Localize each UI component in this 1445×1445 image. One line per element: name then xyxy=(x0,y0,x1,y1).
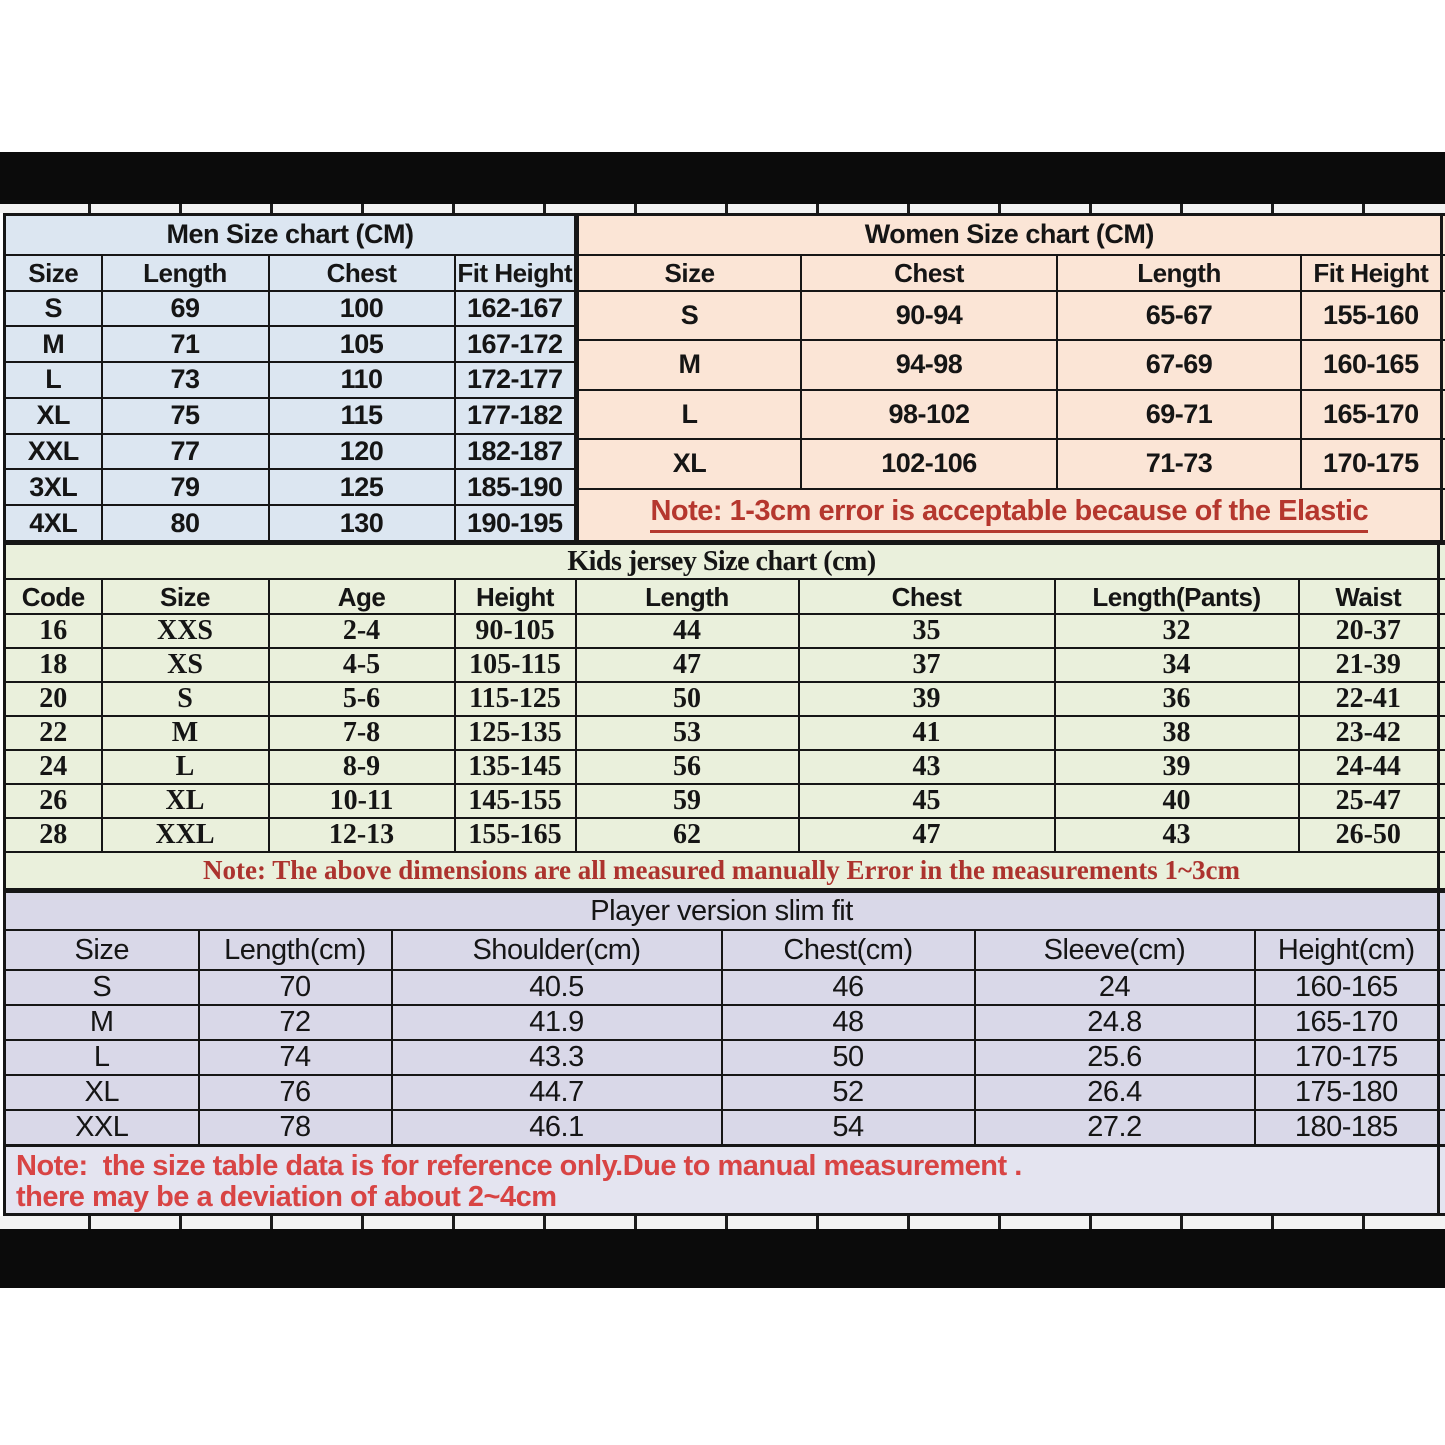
table-cell: 160-165 xyxy=(1301,340,1441,390)
table-cell: 39 xyxy=(799,682,1055,716)
column-header: Length xyxy=(576,579,799,614)
table-cell: 59 xyxy=(576,784,799,818)
table-cell: S xyxy=(578,291,801,341)
table-cell: 41 xyxy=(799,716,1055,750)
table-cell: XL xyxy=(578,439,801,489)
kids-size-table xyxy=(3,543,1445,891)
table-cell: 50 xyxy=(722,1040,975,1075)
edge-sliver-cell xyxy=(1441,255,1445,291)
table-cell: 180-185 xyxy=(1255,1110,1439,1146)
table-cell: 24-44 xyxy=(1299,750,1439,784)
table-cell: 170-175 xyxy=(1301,439,1441,489)
column-header: Size xyxy=(5,255,102,291)
table-cell: 165-170 xyxy=(1255,1005,1439,1040)
table-cell: 32 xyxy=(1055,614,1299,648)
column-header: Chest xyxy=(799,579,1055,614)
table-cell: L xyxy=(5,362,102,398)
edge-sliver-cell xyxy=(1441,390,1445,440)
table-cell: 26.4 xyxy=(975,1075,1255,1110)
table-row xyxy=(5,892,1445,930)
table-cell: M xyxy=(5,1005,199,1040)
men-header-row xyxy=(5,255,576,291)
column-header: Fit Height xyxy=(455,255,576,291)
column-header: Length xyxy=(102,255,269,291)
table-cell: 4XL xyxy=(5,505,102,541)
column-header: Waist xyxy=(1299,579,1439,614)
edge-sliver-cell xyxy=(1441,489,1445,542)
table-cell: S xyxy=(102,682,269,716)
table-cell: XS xyxy=(102,648,269,682)
column-header: Size xyxy=(102,579,269,614)
edge-sliver-cell xyxy=(1439,1110,1445,1146)
table-cell: 56 xyxy=(576,750,799,784)
table-cell: 70 xyxy=(199,970,392,1005)
table-cell: 10-11 xyxy=(269,784,455,818)
table-cell: 71 xyxy=(102,326,269,362)
table-cell: 20 xyxy=(5,682,102,716)
column-header: Height(cm) xyxy=(1255,930,1439,970)
player-table-title: Player version slim fit xyxy=(5,892,1439,930)
table-cell: 12-13 xyxy=(269,818,455,852)
edge-sliver-cell xyxy=(1439,1040,1445,1075)
table-cell: 71-73 xyxy=(1057,439,1301,489)
table-cell: 130 xyxy=(269,505,455,541)
table-row xyxy=(5,784,1445,818)
table-row xyxy=(5,1040,1445,1075)
table-cell: 125 xyxy=(269,469,455,505)
column-header: Length(cm) xyxy=(199,930,392,970)
edge-sliver-cell xyxy=(1439,852,1445,889)
footer-note-line2: there may be a deviation of about 2~4cm xyxy=(16,1181,557,1213)
column-header: Age xyxy=(269,579,455,614)
table-cell: 43.3 xyxy=(392,1040,722,1075)
table-cell: XL xyxy=(102,784,269,818)
edge-sliver-cell xyxy=(1439,818,1445,852)
edge-sliver-cell xyxy=(1439,682,1445,716)
footer-note xyxy=(3,1147,1445,1216)
table-row xyxy=(5,362,576,398)
column-header: Sleeve(cm) xyxy=(975,930,1255,970)
kids-header-row xyxy=(5,579,1445,614)
table-cell: 43 xyxy=(1055,818,1299,852)
table-row xyxy=(5,852,1445,889)
table-cell: 120 xyxy=(269,434,455,470)
table-cell: 22-41 xyxy=(1299,682,1439,716)
table-cell: 79 xyxy=(102,469,269,505)
table-cell: 94-98 xyxy=(801,340,1057,390)
table-cell: XL xyxy=(5,398,102,434)
table-cell: 115-125 xyxy=(455,682,576,716)
table-row xyxy=(5,614,1445,648)
table-cell: XXL xyxy=(5,434,102,470)
edge-sliver-cell xyxy=(1439,750,1445,784)
table-cell: 20-37 xyxy=(1299,614,1439,648)
table-cell: 18 xyxy=(5,648,102,682)
table-row xyxy=(578,439,1445,489)
table-cell: 102-106 xyxy=(801,439,1057,489)
table-cell: 24 xyxy=(5,750,102,784)
table-cell: 155-160 xyxy=(1301,291,1441,341)
table-cell: 76 xyxy=(199,1075,392,1110)
table-cell: 50 xyxy=(576,682,799,716)
table-cell: 185-190 xyxy=(455,469,576,505)
edge-sliver-cell xyxy=(1439,784,1445,818)
table-cell: 105 xyxy=(269,326,455,362)
table-cell: 21-39 xyxy=(1299,648,1439,682)
adult-charts-row xyxy=(3,213,1445,543)
column-header: Length xyxy=(1057,255,1301,291)
table-cell: 90-94 xyxy=(801,291,1057,341)
column-header: Chest(cm) xyxy=(722,930,975,970)
table-cell: 28 xyxy=(5,818,102,852)
white-margin-bottom xyxy=(0,1288,1445,1445)
table-cell: 177-182 xyxy=(455,398,576,434)
table-row xyxy=(578,340,1445,390)
table-cell: 38 xyxy=(1055,716,1299,750)
table-row xyxy=(5,970,1445,1005)
table-cell: 74 xyxy=(199,1040,392,1075)
table-cell: L xyxy=(102,750,269,784)
women-header-row xyxy=(578,255,1445,291)
table-cell: 167-172 xyxy=(455,326,576,362)
column-header: Shoulder(cm) xyxy=(392,930,722,970)
table-cell: 69 xyxy=(102,291,269,327)
table-cell: 72 xyxy=(199,1005,392,1040)
player-version-table xyxy=(3,891,1445,1147)
edge-sliver-cell xyxy=(1439,1075,1445,1110)
table-cell: 39 xyxy=(1055,750,1299,784)
table-cell: 98-102 xyxy=(801,390,1057,440)
edge-sliver-cell xyxy=(1439,614,1445,648)
column-header: Size xyxy=(5,930,199,970)
table-cell: 22 xyxy=(5,716,102,750)
table-row xyxy=(578,390,1445,440)
table-cell: 155-165 xyxy=(455,818,576,852)
spreadsheet-row-strip-bottom xyxy=(0,1216,1445,1229)
kids-table-title: Kids jersey Size chart (cm) xyxy=(5,544,1439,579)
table-cell: 46 xyxy=(722,970,975,1005)
table-cell: M xyxy=(5,326,102,362)
edge-sliver-cell xyxy=(1441,340,1445,390)
table-row xyxy=(5,750,1445,784)
table-cell: 172-177 xyxy=(455,362,576,398)
table-cell: 25-47 xyxy=(1299,784,1439,818)
edge-sliver-cell xyxy=(1439,716,1445,750)
table-row xyxy=(5,469,576,505)
table-row xyxy=(5,648,1445,682)
table-cell: 3XL xyxy=(5,469,102,505)
table-cell: 80 xyxy=(102,505,269,541)
table-cell: 75 xyxy=(102,398,269,434)
table-row xyxy=(578,489,1445,542)
table-cell: 160-165 xyxy=(1255,970,1439,1005)
table-row xyxy=(5,682,1445,716)
table-cell: 37 xyxy=(799,648,1055,682)
table-cell: 47 xyxy=(799,818,1055,852)
white-margin-top xyxy=(0,0,1445,152)
table-cell: 182-187 xyxy=(455,434,576,470)
table-cell: 105-115 xyxy=(455,648,576,682)
table-cell: XXS xyxy=(102,614,269,648)
women-note-text: Note: 1-3cm error is acceptable because of the Elastic xyxy=(650,497,1368,533)
table-cell: 165-170 xyxy=(1301,390,1441,440)
table-cell: S xyxy=(5,970,199,1005)
table-cell: M xyxy=(578,340,801,390)
edge-sliver-cell xyxy=(1441,439,1445,489)
edge-sliver-cell xyxy=(1439,1005,1445,1040)
table-row xyxy=(5,1005,1445,1040)
table-cell: 67-69 xyxy=(1057,340,1301,390)
table-cell: 24 xyxy=(975,970,1255,1005)
spreadsheet-row-strip-top xyxy=(0,204,1445,213)
black-band-top xyxy=(0,152,1445,204)
edge-sliver-cell xyxy=(1441,291,1445,341)
table-cell: XXL xyxy=(5,1110,199,1146)
table-cell: M xyxy=(102,716,269,750)
column-header: Height xyxy=(455,579,576,614)
edge-sliver-cell xyxy=(1437,1147,1445,1213)
table-row xyxy=(5,818,1445,852)
table-cell: 36 xyxy=(1055,682,1299,716)
column-header: Chest xyxy=(801,255,1057,291)
column-header: Size xyxy=(578,255,801,291)
table-cell: 7-8 xyxy=(269,716,455,750)
player-header-row xyxy=(5,930,1445,970)
table-cell: 25.6 xyxy=(975,1040,1255,1075)
table-cell: 170-175 xyxy=(1255,1040,1439,1075)
table-cell: 46.1 xyxy=(392,1110,722,1146)
table-row xyxy=(5,326,576,362)
size-tables-area xyxy=(3,213,1445,1216)
footer-note-line1: Note: the size table data is for reference only.Due to manual measurement . xyxy=(16,1150,1022,1182)
table-cell: 5-6 xyxy=(269,682,455,716)
table-row xyxy=(5,1110,1445,1146)
table-cell: 47 xyxy=(576,648,799,682)
table-cell: 2-4 xyxy=(269,614,455,648)
table-cell: 69-71 xyxy=(1057,390,1301,440)
table-cell: 40.5 xyxy=(392,970,722,1005)
table-row xyxy=(5,716,1445,750)
table-cell: L xyxy=(578,390,801,440)
table-row xyxy=(5,1075,1445,1110)
table-cell: 23-42 xyxy=(1299,716,1439,750)
table-cell: 48 xyxy=(722,1005,975,1040)
edge-sliver-cell xyxy=(1439,579,1445,614)
table-cell: 34 xyxy=(1055,648,1299,682)
edge-sliver-cell xyxy=(1439,544,1445,579)
table-cell: 190-195 xyxy=(455,505,576,541)
footer-note-text xyxy=(6,1147,1437,1213)
women-size-table xyxy=(577,213,1445,543)
table-cell: 175-180 xyxy=(1255,1075,1439,1110)
table-cell: 115 xyxy=(269,398,455,434)
table-cell: 162-167 xyxy=(455,291,576,327)
table-cell: 53 xyxy=(576,716,799,750)
column-header: Fit Height xyxy=(1301,255,1441,291)
table-cell: 44 xyxy=(576,614,799,648)
edge-sliver-cell xyxy=(1441,215,1445,255)
table-row xyxy=(578,291,1445,341)
table-cell: 100 xyxy=(269,291,455,327)
kids-note: Note: The above dimensions are all measured manually Error in the measurements 1~3cm xyxy=(5,852,1439,889)
table-cell: XXL xyxy=(102,818,269,852)
table-cell: 26 xyxy=(5,784,102,818)
table-row xyxy=(5,505,576,541)
table-cell: 4-5 xyxy=(269,648,455,682)
table-cell: 135-145 xyxy=(455,750,576,784)
table-row xyxy=(5,215,576,255)
table-cell: 65-67 xyxy=(1057,291,1301,341)
edge-sliver-cell xyxy=(1439,648,1445,682)
table-cell: L xyxy=(5,1040,199,1075)
edge-sliver-cell xyxy=(1439,970,1445,1005)
men-table-title: Men Size chart (CM) xyxy=(5,215,576,255)
table-cell: 78 xyxy=(199,1110,392,1146)
edge-sliver-cell xyxy=(1439,930,1445,970)
edge-sliver-cell xyxy=(1439,892,1445,930)
table-cell: 125-135 xyxy=(455,716,576,750)
table-cell: 35 xyxy=(799,614,1055,648)
table-cell: 90-105 xyxy=(455,614,576,648)
table-cell: 54 xyxy=(722,1110,975,1146)
table-row xyxy=(5,291,576,327)
table-cell: 44.7 xyxy=(392,1075,722,1110)
table-cell: 62 xyxy=(576,818,799,852)
table-cell: 27.2 xyxy=(975,1110,1255,1146)
table-cell: 145-155 xyxy=(455,784,576,818)
table-cell: 24.8 xyxy=(975,1005,1255,1040)
table-cell: 73 xyxy=(102,362,269,398)
women-table-title: Women Size chart (CM) xyxy=(578,215,1441,255)
table-cell: 16 xyxy=(5,614,102,648)
table-cell: 77 xyxy=(102,434,269,470)
women-note xyxy=(578,489,1441,542)
table-cell: 41.9 xyxy=(392,1005,722,1040)
column-header: Length(Pants) xyxy=(1055,579,1299,614)
column-header: Code xyxy=(5,579,102,614)
men-size-table xyxy=(3,213,577,543)
table-row xyxy=(5,398,576,434)
table-cell: 26-50 xyxy=(1299,818,1439,852)
table-cell: 40 xyxy=(1055,784,1299,818)
table-row xyxy=(5,544,1445,579)
black-band-bottom xyxy=(0,1229,1445,1288)
table-cell: S xyxy=(5,291,102,327)
table-cell: 43 xyxy=(799,750,1055,784)
table-cell: 110 xyxy=(269,362,455,398)
table-cell: 45 xyxy=(799,784,1055,818)
table-cell: 8-9 xyxy=(269,750,455,784)
table-row xyxy=(578,215,1445,255)
table-cell: 52 xyxy=(722,1075,975,1110)
table-cell: XL xyxy=(5,1075,199,1110)
table-row xyxy=(5,434,576,470)
column-header: Chest xyxy=(269,255,455,291)
